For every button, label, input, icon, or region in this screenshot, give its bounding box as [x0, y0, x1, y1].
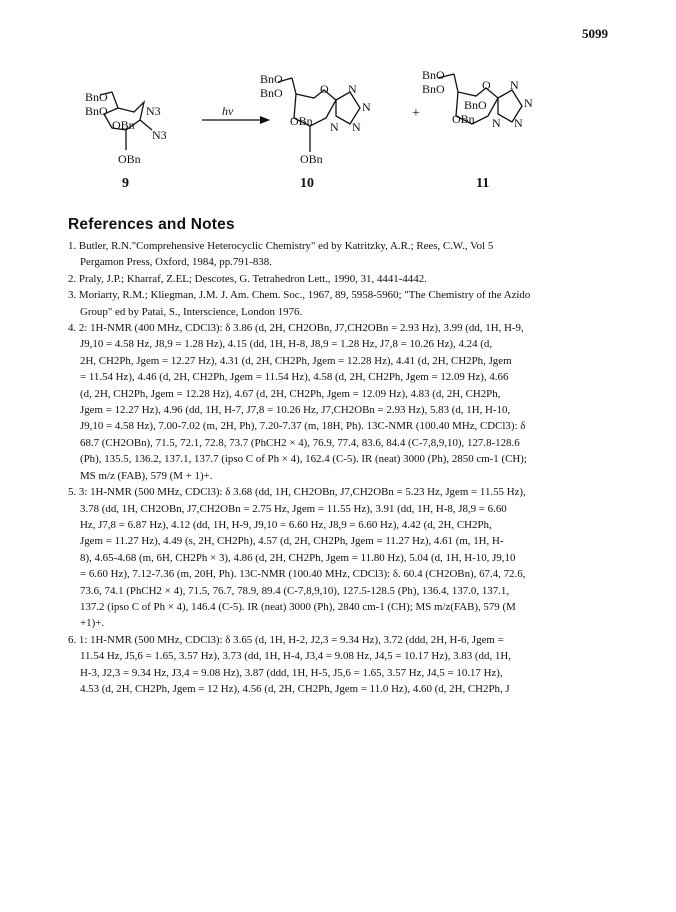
compound-11-group: BnO [464, 98, 487, 112]
compound-10-group: O [320, 82, 329, 96]
reference-lines [68, 238, 624, 697]
reference-line: 137.2 (ipso C of Ph × 4), 146.4 (C-5). IR (neat) 3000 (Ph), 2840 cm-1 (CH); MS m/z(FAB), 579 (M [80, 600, 516, 613]
compound-10-group: BnO [260, 72, 283, 86]
arrow-label: hv [222, 104, 234, 118]
reference-line: H-3, J2,3 = 9.34 Hz, J3,4 = 9.08 Hz), 3.87 (ddd, 1H, H-5, J5,6 = 1.65, 3.57 Hz, J4,5 = 10.17 Hz), [80, 666, 503, 679]
reference-line: 6. 1: 1H-NMR (500 MHz, CDCl3): δ 3.65 (d, 1H, H-2, J2,3 = 9.34 Hz), 3.72 (ddd, 2H, H-6, Jgem = [68, 633, 504, 646]
compound-10-group: OBn [290, 114, 313, 128]
reference-line: Pergamon Press, Oxford, 1984, pp.791-838. [80, 256, 272, 269]
reference-line: (d, 2H, CH2Ph, Jgem = 12.28 Hz), 4.67 (d, 2H, CH2Ph, Jgem = 12.09 Hz), 4.83 (d, 2H, CH2Ph, [80, 387, 501, 400]
reference-line: 4. 2: 1H-NMR (400 MHz, CDCl3): δ 3.86 (d, 2H, CH2OBn, J7,CH2OBn = 2.93 Hz), 3.99 (dd, 1H, H-9, [68, 322, 524, 335]
compound-10-group: N [348, 82, 357, 96]
compound-10-group: N [352, 120, 361, 134]
reference-line: 3.78 (dd, 1H, CH2OBn, J7,CH2OBn = 2.75 Hz, Jgem = 11.55 Hz), 3.91 (dd, 1H, H-8, J8,9 = 6.60 [80, 502, 507, 515]
compound-9-group: OBn [112, 118, 135, 132]
reference-line: 1. Butler, R.N."Comprehensive Heterocyclic Chemistry" ed by Katritzky, A.R.; Rees, C.W., Vol 5 [68, 240, 494, 252]
references-heading: References and Notes [68, 216, 235, 233]
compound-11-group: N [510, 78, 519, 92]
reference-line: J9,10 = 4.58 Hz, J8,9 = 1.28 Hz), 4.15 (dd, 1H, H-8, J8,9 = 1.28 Hz, J7,8 = 10.26 Hz), 4.24 (d, [80, 338, 493, 351]
compound-9-group: N3 [146, 104, 161, 118]
compound-11-group: BnO [422, 82, 445, 96]
reference-line: Jgem = 11.27 Hz), 4.49 (s, 2H, CH2Ph), 4.57 (d, 2H, CH2Ph, Jgem = 11.27 Hz), 4.61 (m, 1H, H- [80, 535, 504, 548]
compound-9-group: BnO [85, 90, 108, 104]
reference-line: 8), 4.65-4.68 (m, 6H, CH2Ph × 3), 4.86 (d, 2H, CH2Ph, Jgem = 11.80 Hz), 5.04 (d, 1H, H-10, J9,10 [80, 551, 516, 564]
reference-line: = 11.54 Hz), 4.46 (d, 2H, CH2Ph, Jgem = 11.54 Hz), 4.58 (d, 2H, CH2Ph, Jgem = 12.09 Hz), 4.66 [80, 371, 509, 384]
references-section [68, 216, 624, 697]
compound-10-label: 10 [300, 176, 314, 191]
compound-11-group: N [524, 96, 533, 110]
reference-line: +1)+. [80, 617, 105, 630]
compound-11-group: OBn [452, 112, 475, 126]
compound-11-group: N [514, 116, 523, 130]
reference-line: 2. Praly, J.P.; Kharraf, Z.EL; Descotes, G. Tetrahedron Lett., 1990, 31, 4441-4442. [68, 272, 427, 285]
reference-line: J9,10 = 4.58 Hz), 7.00-7.02 (m, 2H, Ph), 7.20-7.37 (m, 18H, Ph). 13C-NMR (100.40 MHz, CDCl3): δ [80, 420, 526, 433]
compound-10-group: OBn [300, 152, 323, 166]
compound-11-label: 11 [476, 176, 490, 191]
reference-line: = 6.60 Hz), 7.12-7.36 (m, 20H, Ph). 13C-NMR (100.40 MHz, CDCl3): δ. 60.4 (CH2OBn), 67.4, 72.6, [80, 568, 526, 581]
compound-9-group: N3 [152, 128, 167, 142]
reference-line: (Ph), 135.5, 136.2, 137.1, 137.7 (ipso C of Ph × 4), 162.4 (C-5). IR (neat) 3000 (Ph), 2850 cm-1 (CH); [80, 453, 527, 466]
compound-9-label: 9 [122, 176, 129, 191]
reference-line: Hz, J7,8 = 6.87 Hz), 4.12 (dd, 1H, H-9, J9,10 = 6.60 Hz, J8,9 = 6.60 Hz), 4.42 (d, 2H, CH2Ph, [80, 518, 492, 531]
page-number: 5099 [582, 26, 608, 41]
reference-line: 11.54 Hz, J5,6 = 1.65, 3.57 Hz), 3.73 (dd, 1H, H-4, J3,4 = 9.08 Hz, J4,5 = 10.17 Hz), 3.83 (dd, 1H, [80, 650, 511, 663]
plus-sign: + [412, 106, 420, 121]
compound-10-group: N [330, 120, 339, 134]
scheme-labels [60, 70, 620, 205]
reference-line: 73.6, 74.1 (PhCH2 × 4), 71.5, 76.7, 78.9, 89.4 (C-7,8,9,10), 127.5-128.5 (Ph), 136.4, 137.0, 137.1, [80, 584, 510, 597]
reference-line: MS m/z (FAB), 579 (M + 1)+. [80, 469, 213, 482]
compound-10-group: N [362, 100, 371, 114]
reference-line: 2H, CH2Ph, Jgem = 12.27 Hz), 4.31 (d, 2H, CH2Ph, Jgem = 12.28 Hz), 4.41 (d, 2H, CH2Ph, Jgem [80, 354, 512, 367]
reference-line: Jgem = 12.27 Hz), 4.96 (dd, 1H, H-7, J7,8 = 10.26 Hz, J7,CH2OBn = 2.93 Hz), 5.83 (d, 1H, H-10, [80, 404, 511, 417]
reference-line: 3. Moriarty, R.M.; Kliegman, J.M. J. Am. Chem. Soc., 1967, 89, 5958-5960; "The Chemistry of the Azido [68, 289, 531, 302]
compound-9-group: BnO [85, 104, 108, 118]
compound-11-group: BnO [422, 68, 445, 82]
compound-10-group: BnO [260, 86, 283, 100]
compound-11-group: N [492, 116, 501, 130]
reference-line: 4.53 (d, 2H, CH2Ph, Jgem = 12 Hz), 4.56 (d, 2H, CH2Ph, Jgem = 11.0 Hz), 4.60 (d, 2H, CH2Ph, J [80, 682, 510, 695]
compound-11-group: O [482, 78, 491, 92]
compound-9-group: OBn [118, 152, 141, 166]
reference-line: Group" ed by Patai, S., Interscience, London 1976. [80, 305, 303, 318]
reference-line: 5. 3: 1H-NMR (500 MHz, CDCl3): δ 3.68 (dd, 1H, CH2OBn, J7,CH2OBn = 5.23 Hz, Jgem = 11.55 Hz), [68, 486, 526, 499]
reference-line: 68.7 (CH2OBn), 71.5, 72.1, 72.8, 73.7 (PhCH2 × 4), 76.9, 77.4, 83.6, 84.4 (C-7,8,9,10), 127.8-128.6 [80, 436, 520, 449]
